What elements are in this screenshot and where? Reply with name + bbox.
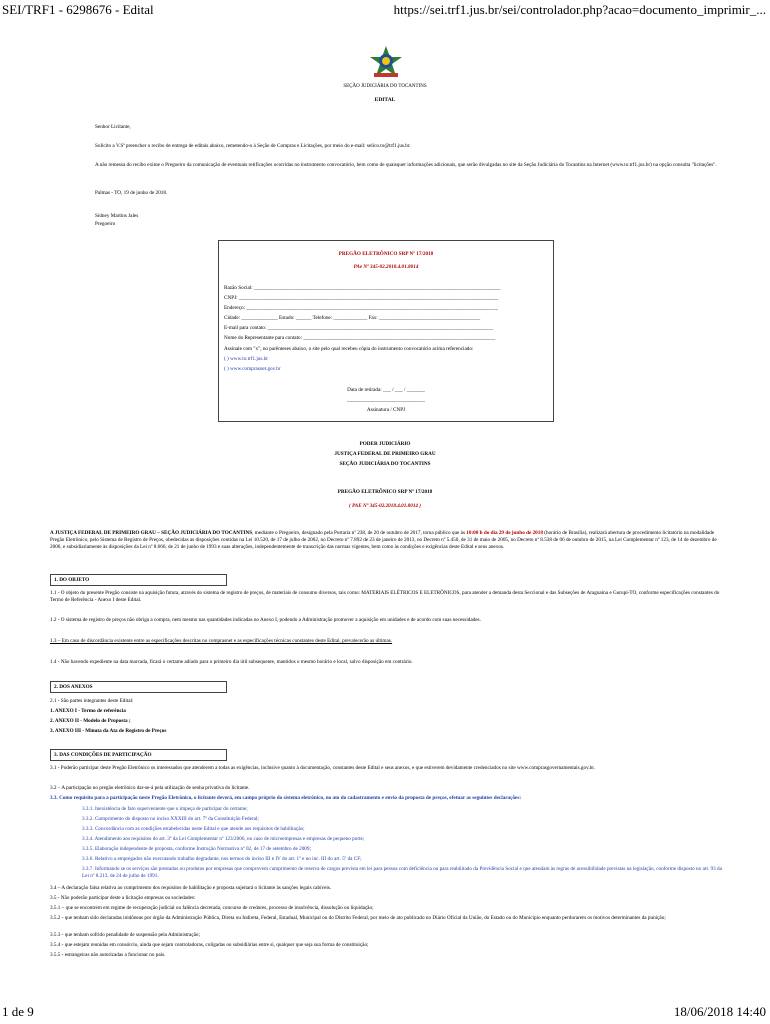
section-1-heading-box <box>50 574 227 586</box>
letter-paragraph-2: A não remessa do recibo exime o Pregoeiro da comunicação de eventuais retificações ocorridas no instrumento convocatório, bem como de quaisquer informações adicionais, que serão divulgadas no site da Seção Judiciária do Tocantins na Internet (www.to.trf1.jus.br) na opção consulta "licitações". <box>95 162 717 168</box>
annex-3: 3. ANEXO III - Minuta da Ata de Registro de Preços <box>50 728 167 734</box>
section-3-5-4: 3.5.4 - que estejam reunidas em consórcio, ainda que sejam controladoras, coligadas ou subsidiárias entre si, qualquer que seja sua forma de constituição; <box>50 942 369 948</box>
intro-tail: (horário de Brasília), realizará abertura de procedimento licitatório na modalidade Pregão Eletrônico, pelo Sistema de Registro de Preços, obedecidas as disposições contidas na Lei 10.520, de 17 de julho de 2002, no Decreto nº 7.892 de 23 de janeiro de 2013, no Decreto nº 5.450, de 31 de maio de 2005, no Decreto nº 8.538 de 06 de outubro de 2015, na Lei Complementar nº 123, de 14 de dezembro de 2006, e subsidiariamente às disposições da Lei nº 8.666, de 21 de junho de 1993 e suas alterações, independentemente de transcrição das normas vigentes, bem como às condições e exigências deste Edital e seus anexos. <box>50 530 717 550</box>
intro-date: 10:00 h do dia 29 de junho de 2018 <box>466 530 543 536</box>
section-1-2: 1.2 - O sistema de registro de preços não obriga a compra, nem mesmo nas quantidades indicadas no Anexo I, podendo a Administração promover a aquisição em unidades e de acordo com suas necessidades. <box>50 617 481 623</box>
section-3-3-2: 3.3.2. Cumprimento do disposto no inciso XXXIII do art. 7º da Constituição Federal; <box>82 816 259 822</box>
section-3-3-4: 3.3.4. Atendimento aos requisitos do art. 3º da Lei Complementar nº 123/2006, no caso de microempresas e empresas de pequeno porte; <box>82 836 365 842</box>
receipt-signature-line: ______________________________ <box>347 397 425 403</box>
receipt-signature-label: Assinatura / CNPJ <box>366 407 406 413</box>
section-3-3-5: 3.3.5. Elaboração independente de proposta, conforme Instrução Normativa nº 02, de 17 de setembro de 2009; <box>82 846 311 852</box>
section-3-3-1: 3.3.1. Inexistência de fato superveniente que o impeça de participar do certame; <box>82 806 248 812</box>
section-3-5: 3.5 - Não poderão participar deste a licitação empresas ou sociedades: <box>50 895 196 901</box>
section-3-1: 3.1 - Poderão participar deste Pregão Eletrônico os interessados que atenderem a todas as exigências, inclusive quanto à documentação, constantes deste Edital e seus anexos, e que estiverem devidamente credenciados no site www.comprasgovernamentais.gov.br. <box>50 765 595 771</box>
receipt-option-comprasnet[interactable]: ( ) www.comprasnet.gov.br <box>224 366 281 372</box>
org-name: SEÇÃO JUDICIÁRIA DO TOCANTINS <box>343 84 427 89</box>
section-3-5-5: 3.5.5 - estrangeiras não autorizadas a funcionar no país. <box>50 952 166 958</box>
edital-pae: ( PAE Nº 345-02.2018.4.01.8014 ) <box>348 503 422 509</box>
section-3-5-3: 3.5.3 - que tenham sofrido penalidade de suspensão pela Administração; <box>50 932 200 938</box>
section-2-1: 2.1 - São partes integrantes deste Edital: <box>50 698 134 704</box>
section-3-5-2: 3.5.2 - que tenham sido declaradas inidôneas por órgão da Administração Pública, Direta ou Indireta, Federal, Estadual, Municipal ou do Distrito Federal, por meio de ato publicado no Diário Oficial da União, do Estado ou do Município enquanto perdurarem os motivos determinantes da punição; <box>50 915 666 921</box>
court-line-1: PODER JUDICIÁRIO <box>359 441 411 447</box>
annex-2: 2. ANEXO II - Modelo de Proposta ; <box>50 718 131 724</box>
letter-signer-name: Sidney Martins Jales <box>95 213 139 219</box>
edital-title: PREGÃO ELETRÔNICO SRP Nº 17/2018 <box>337 489 433 495</box>
section-3-2: 3.2 – A participação no pregão eletrônico dar-se-á pela utilização de senha privativa do licitante. <box>50 785 250 791</box>
receipt-field-company[interactable]: Razão Social: _______________________________________________________________________________________________ <box>224 285 501 291</box>
section-1-heading: 1. DO OBJETO <box>54 577 90 583</box>
receipt-field-representative[interactable]: Nome do Representante para contato: __________________________________________________________________________ <box>224 335 496 341</box>
receipt-field-cnpj[interactable]: CNPJ: ____________________________________________________________________________________________________ <box>224 295 499 301</box>
doc-type-title: EDITAL <box>374 97 396 103</box>
print-footer-datetime: 18/06/2018 14:40 <box>673 1004 766 1019</box>
intro-lead: A JUSTIÇA FEDERAL DE PRIMEIRO GRAU – SEÇÃO JUDICIÁRIA DO TOCANTINS <box>50 530 253 536</box>
annex-1: 1. ANEXO I - Termo de referência <box>50 708 126 714</box>
section-1-3: 1.3 – Em caso de discordância existente entre as especificações descritas no comprasnet e as especificações técnicas constantes deste Edital, prevalecerão as últimas. <box>50 638 393 644</box>
section-1-1: 1.1 - O objeto do presente Pregão consiste na aquisição futura, através do sistema de registro de preços, de materiais de consumo diversos, tais como: MATERIAIS ELÉTRICOS E ELETRÔNICOS, para atender a demanda desta Seccional e das Subseções de Araguaína e Gurupi-TO, conforme especificações constantes do Termo de Referência - Anexo I deste Edital. <box>50 590 720 603</box>
receipt-withdrawal-date[interactable]: Data de retirada: ___ / ___ / _______ <box>347 387 425 393</box>
section-1-4: 1.4 - Não havendo expediente na data marcada, ficará o certame adiado para o primeiro dia útil subsequente, mantidos o mesmo horário e local, salvo disposição em contrário. <box>50 659 413 665</box>
section-3-3-3: 3.3.3. Concordância com as condições estabelecidas neste Edital e que atende aos requisitos de habilitação; <box>82 826 305 832</box>
letter-salutation: Senhor Licitante, <box>95 124 131 130</box>
section-2-heading-box <box>50 681 227 693</box>
section-3-3: 3.3. Como requisito para a participação neste Pregão Eletrônico, o licitante deverá, em campo próprio do sistema eletrônico, no ato do cadastramento e envio da proposta de preços, efetuar as seguintes declarações: <box>50 795 522 801</box>
letter-place-date: Palmas - TO, 19 de junho de 2018. <box>95 190 168 196</box>
receipt-option-trf1[interactable]: ( ) www.to.trf1.jus.br <box>224 356 269 362</box>
print-footer-page: 1 de 9 <box>2 1004 34 1019</box>
receipt-field-city[interactable]: Cidade: ______________ Estado: ______ Telefone: _____________ Fax: _______________________________________ <box>224 315 481 321</box>
print-header-url: https://sei.trf1.jus.br/sei/controlador.php?acao=documento_imprimir_... <box>393 2 766 17</box>
print-header-title: SEI/TRF1 - 6298676 - Edital <box>2 2 154 17</box>
receipt-title: PREGÃO ELETRÔNICO SRP Nº 17/2018 <box>338 251 434 257</box>
brazil-coat-of-arms-emblem <box>368 45 404 79</box>
letter-paragraph-1: Solicito a V.Sª preencher o recibo de entrega de editais abaixo, remetendo-o à Seção de Compras e Licitações, por meio do e-mail: selico.to@trf1.jus.br. <box>95 143 411 149</box>
section-3-4: 3.4 – A declaração falsa relativa ao cumprimento dos requisitos de habilitação e proposta sujeitará o licitante às sanções legais cabíveis. <box>50 885 332 891</box>
receipt-field-address[interactable]: Endereço: _________________________________________________________________________________________________ <box>224 305 498 311</box>
section-2-heading: 2. DOS ANEXOS <box>54 684 93 690</box>
intro-mid: , mediante o Pregoeiro, designado pela Portaria nº 238, de 20 de outubro de 2017, torna público que às <box>252 530 467 536</box>
receipt-instruction: Assinale com "x", no parênteses abaixo, o site pelo qual recebeu cópia do instrumento convocatório acima referenciado: <box>224 346 474 352</box>
court-line-2: JUSTIÇA FEDERAL DE PRIMEIRO GRAU <box>334 451 436 457</box>
receipt-pae: PAe Nº 345-02.2018.4.01.8014 <box>353 264 419 270</box>
intro-paragraph <box>50 530 722 550</box>
section-3-heading: 3. DAS CONDIÇÕES DE PARTICIPAÇÃO <box>54 752 152 758</box>
letter-signer-role: Pregoeiro <box>95 221 116 227</box>
section-3-heading-box <box>50 749 227 761</box>
court-line-3: SEÇÃO JUDICIÁRIA DO TOCANTINS <box>339 461 431 467</box>
receipt-field-email[interactable]: E-mail para contato: _______________________________________________________________________________________ <box>224 325 494 331</box>
section-3-5-1: 3.5.1 – que se encontrem em regime de recuperação judicial ou falência decretada, concurso de credores, processo de insolvência, dissolução ou liquidação; <box>50 905 374 911</box>
section-3-3-6: 3.3.6. Relativo a empregados não executando trabalho degradante, nos termos do inciso III e IV do art. 1º e no inc. III do art. 5º da CF; <box>82 856 362 862</box>
section-3-3-7: 3.3.7. Informando se os serviços são prestados ou produtos por empresas que comprovem cumprimento de reserva de cargos prevista em lei para pessoa com deficiência ou para reabilitado da Previdência Social e que atendam às regras de acessibilidade previstas na legislação, conforme disposto no art. 93 da Lei nº 8.213, de 24 de julho de 1991. <box>82 866 722 879</box>
